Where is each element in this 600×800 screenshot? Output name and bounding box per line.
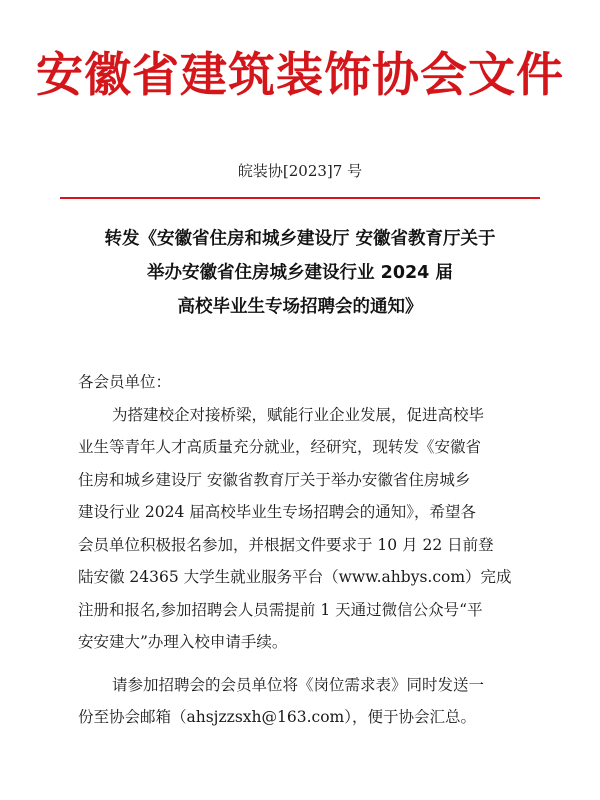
paragraph-2 xyxy=(78,669,533,734)
title-line-3: 高校毕业生专场招聘会的通知》 xyxy=(177,297,423,317)
document-number: 皖装协[2023]7 号 xyxy=(237,162,363,180)
document-title xyxy=(50,222,550,324)
paragraph-1-line: 陆安徽 24365 大学生就业服务平台（www.ahbys.com）完成 xyxy=(78,568,512,586)
organization-header: 安徽省建筑装饰协会文件 xyxy=(36,48,564,103)
paragraph-2-line: 请参加招聘会的会员单位将《岗位需求表》同时发送一 xyxy=(112,675,485,694)
title-line-2: 举办安徽省住房城乡建设行业 2024 届 xyxy=(147,263,453,283)
paragraph-1-line: 注册和报名,参加招聘会人员需提前 1 天通过微信公众号“平 xyxy=(78,600,483,619)
paragraph-2-line: 份至协会邮箱（ahsjzzsxh@163.com），便于协会汇总。 xyxy=(78,708,476,726)
paragraph-1-line: 为搭建校企对接桥梁，赋能行业企业发展，促进高校毕 xyxy=(112,405,485,424)
paragraph-1 xyxy=(78,399,533,659)
paragraph-1-line: 住房和城乡建设厅 安徽省教育厅关于举办安徽省住房城乡 xyxy=(78,470,471,489)
paragraph-1-line: 安安建大”办理入校申请手续。 xyxy=(78,633,288,651)
paragraph-1-line: 会员单位积极报名参加，并根据文件要求于 10 月 22 日前登 xyxy=(78,535,494,554)
red-divider-line xyxy=(60,197,540,199)
salutation: 各会员单位： xyxy=(78,373,172,391)
document-body xyxy=(78,366,533,734)
paragraph-1-line: 业生等青年人才高质量充分就业，经研究，现转发《安徽省 xyxy=(78,438,482,456)
paragraph-1-line: 建设行业 2024 届高校毕业生专场招聘会的通知》，希望各 xyxy=(78,503,477,521)
title-line-1: 转发《安徽省住房和城乡建设厅 安徽省教育厅关于 xyxy=(104,229,496,249)
